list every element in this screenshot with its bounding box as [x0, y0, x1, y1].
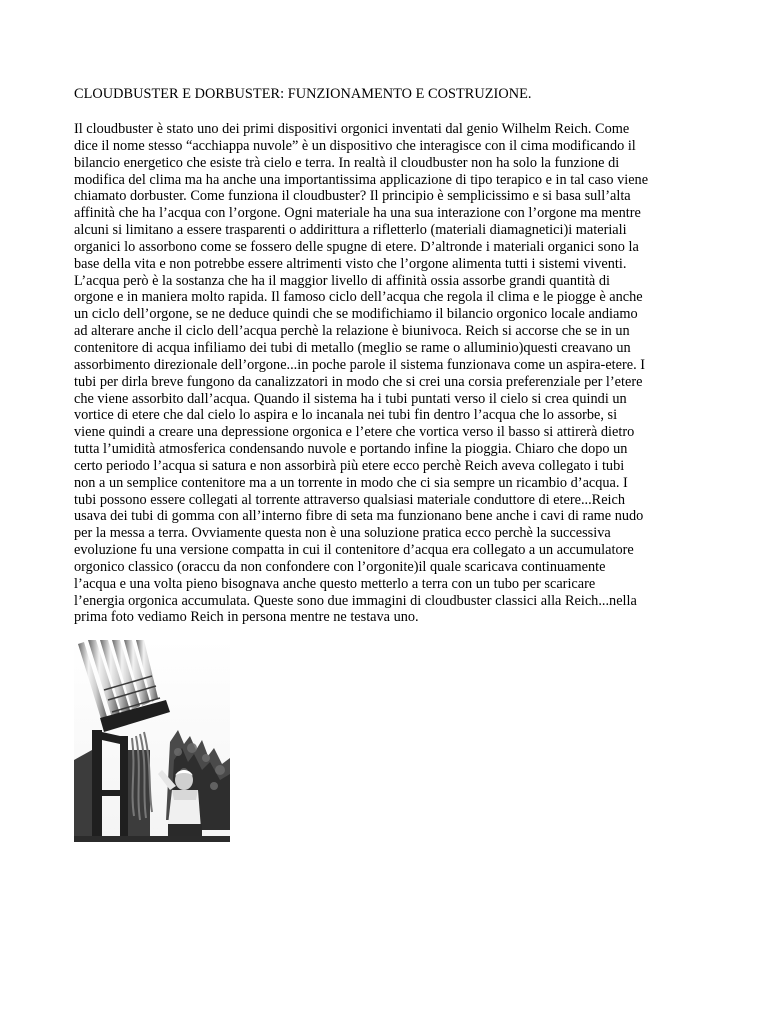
cloudbuster-photo — [74, 640, 230, 842]
body-line: base della vita e non potrebbe essere altrimenti visto che l’orgone alimenta tutti i sistemi viventi. — [74, 255, 627, 272]
body-line: tubi per dirla breve fungono da canalizzatori in modo che si crei una corsia preferenziale per l’etere — [74, 373, 643, 390]
body-line: ad alterare anche il ciclo dell’acqua perchè la relazione è biunivoca. Reich si accorse che se in un — [74, 323, 630, 340]
body-line: assorbimento direzionale dell’orgone...in poche parole il sistema funzionava come un aspira-etere. I — [74, 356, 646, 373]
body-line: Il cloudbuster è stato uno dei primi dispositivi orgonici inventati dal genio Wilhelm Reich. Come — [74, 121, 630, 137]
body-line: bilancio energetico che esiste trà cielo e terra. In realtà il cloudbuster non ha solo la funzione di — [74, 154, 620, 171]
body-line: affinità che ha l’acqua con l’orgone. Ogni materiale ha una sua interazione con l’orgone ma mentre — [74, 205, 641, 222]
body-line: vortice di etere che dal cielo lo aspira e lo incanala nei tubi fin dentro l’acqua che lo assorbe, si — [74, 407, 618, 424]
body-line: chiamato dorbuster. Come funziona il cloudbuster? Il principio è semplicissimo e si basa sull’alta — [74, 188, 631, 205]
body-line: prima foto vediamo Reich in persona mentre ne testava uno. — [74, 609, 419, 626]
body-line: un ciclo dell’orgone, se ne deduce quindi che se modifichiamo il bilancio orgonico locale andiamo — [74, 306, 638, 323]
body-paragraph — [74, 121, 704, 626]
body-line: certo periodo l’acqua si satura e non assorbirà più etere ecco perchè Reich aveva collegato i tubi — [74, 457, 625, 474]
body-line: modifica del clima ma ha anche una importantissima applicazione di tipo terapico e in tal caso viene — [74, 171, 649, 188]
document-title: CLOUDBUSTER E DORBUSTER: FUNZIONAMENTO E COSTRUZIONE. — [74, 86, 532, 102]
body-line: orgonico classico (oraccu da non confondere con l’orgonite)il quale scaricava continuamente — [74, 558, 606, 575]
body-line: dice il nome stesso “acchiappa nuvole” è un dispositivo che interagisce con il cima modificando il — [74, 137, 636, 154]
body-line: L’acqua però è la sostanza che ha il maggior livello di affinità ossia assorbe grandi quantità di — [74, 272, 610, 289]
body-line: che viene assorbito dall’acqua. Quando il sistema ha i tubi puntati verso il cielo si crea quindi un — [74, 390, 627, 407]
body-line: viene quindi a creare una depressione orgonica e l’etere che vortica verso il basso si attirerà dietro — [74, 424, 635, 441]
body-line: usava dei tubi di gomma con all’interno fibre di seta ma funzionano bene anche i cavi di rame nudo — [74, 508, 644, 525]
body-line: evoluzione fu una versione compatta in cui il contenitore d’acqua era collegato a un accumulatore — [74, 542, 634, 559]
body-line: l’energia orgonica accumulata. Queste sono due immagini di cloudbuster classici alla Reich...nella — [74, 592, 637, 609]
body-line: contenitore di acqua infiliamo dei tubi di metallo (meglio se rame o alluminio)questi creavano un — [74, 339, 631, 356]
body-line: tubi possono essere collegati al torrente attraverso qualsiasi materiale conduttore di etere...Reich — [74, 491, 626, 508]
body-line: alcuni si limitano a essere trasparenti o addirittura a rifletterlo (materiali diamagnetici)i materiali — [74, 222, 627, 239]
body-line: organici lo assorbono come se fossero delle spugne di etere. D’altronde i materiali organici sono la — [74, 238, 639, 255]
body-line: per la messa a terra. Ovviamente questa non è una soluzione pratica ecco perchè la successiva — [74, 525, 611, 542]
body-line: l’acqua e una volta pieno bisognava anche questo metterlo a terra con un tubo per scaricare — [74, 575, 596, 592]
body-line: tutta l’umidità atmosferica condensando nuvole e portando infine la pioggia. Chiaro che dopo un — [74, 441, 628, 458]
body-line: non a un semplice contenitore ma a un torrente in modo che ci sia sempre un ricambio d’acqua. I — [74, 474, 628, 491]
body-line: orgone e in maniera molto rapida. Il famoso ciclo dell’acqua che regola il clima e le piogge è anche — [74, 289, 643, 306]
